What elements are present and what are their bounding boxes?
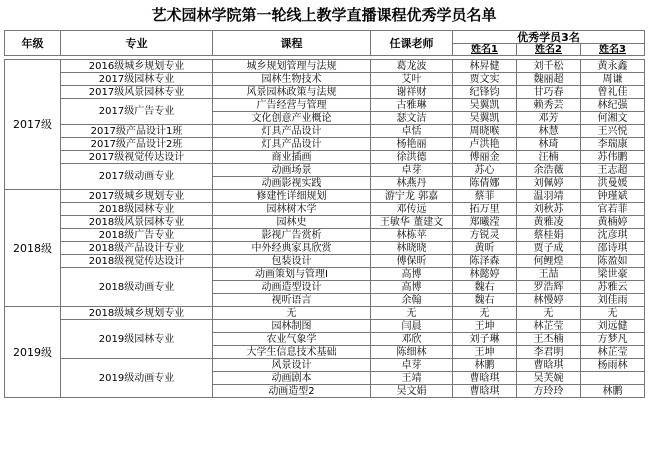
student-cell: 王坤 — [453, 346, 517, 359]
course-cell: 园林树木学 — [213, 203, 371, 216]
sheet-title: 艺术园林学院第一轮线上教学直播课程优秀学员名单 — [151, 6, 497, 24]
student-cell: 林慢婷 — [517, 294, 581, 307]
teacher-cell: 林燕丹 — [371, 177, 453, 190]
student-cell: 何鲤煌 — [517, 255, 581, 268]
table-row — [5, 242, 645, 255]
header-name2: 姓名2 — [517, 44, 581, 56]
header-year: 年级 — [5, 31, 61, 56]
teacher-cell: 古雅琳 — [371, 99, 453, 112]
student-cell: 吴翼凯 — [453, 99, 517, 112]
major-cell: 2016级城乡规划专业 — [61, 60, 213, 73]
student-cell: 刘子琳 — [453, 333, 517, 346]
course-cell: 园林史 — [213, 216, 371, 229]
student-cell: 刘千松 — [517, 60, 581, 73]
course-cell: 动画影视实践 — [213, 177, 371, 190]
header-name3: 姓名3 — [581, 44, 645, 56]
year-cell: 2018级 — [5, 190, 61, 307]
student-cell: 林慧 — [517, 125, 581, 138]
table-row — [5, 216, 645, 229]
course-cell: 中外经典家具欣赏 — [213, 242, 371, 255]
table-row — [5, 268, 645, 281]
major-cell: 2019级园林专业 — [61, 320, 213, 359]
student-cell: 无 — [453, 307, 517, 320]
teacher-cell: 葛龙波 — [371, 60, 453, 73]
student-cell: 吴翼凯 — [453, 112, 517, 125]
table-row — [5, 307, 645, 320]
course-cell: 风景园林政策与法规 — [213, 86, 371, 99]
major-cell: 2018级产品设计专业 — [61, 242, 213, 255]
year-cell: 2019级 — [5, 307, 61, 398]
student-cell: 王坤 — [453, 320, 517, 333]
major-cell: 2017级广告专业 — [61, 99, 213, 125]
table-row — [5, 151, 645, 164]
student-cell: 苏心 — [453, 164, 517, 177]
course-cell: 动画造型2 — [213, 385, 371, 398]
student-cell: 刘远健 — [581, 320, 645, 333]
student-cell: 贾文实 — [453, 73, 517, 86]
student-cell: 魏右 — [453, 294, 517, 307]
student-cell: 林琦 — [517, 138, 581, 151]
course-cell: 无 — [213, 307, 371, 320]
student-cell: 苏伟鹏 — [581, 151, 645, 164]
teacher-cell: 林晓晓 — [371, 242, 453, 255]
student-cell: 汪楠 — [517, 151, 581, 164]
student-cell: 洪曼媛 — [581, 177, 645, 190]
student-cell: 王丕楠 — [517, 333, 581, 346]
teacher-cell: 余翰 — [371, 294, 453, 307]
student-cell: 杨雨林 — [581, 359, 645, 372]
student-cell: 蔡菲 — [453, 190, 517, 203]
student-cell: 周谦 — [581, 73, 645, 86]
teacher-cell: 高博 — [371, 268, 453, 281]
table-row — [5, 164, 645, 177]
student-cell: 黄昕 — [453, 242, 517, 255]
teacher-cell: 卓芽 — [371, 359, 453, 372]
major-cell: 2018级风景园林专业 — [61, 216, 213, 229]
student-cell: 赖秀芸 — [517, 99, 581, 112]
table-row — [5, 60, 645, 73]
course-cell: 园林生物技术 — [213, 73, 371, 86]
course-cell: 灯具产品设计 — [213, 138, 371, 151]
course-cell: 广告经营与管理 — [213, 99, 371, 112]
major-cell: 2019级动画专业 — [61, 359, 213, 398]
teacher-cell: 林栋苹 — [371, 229, 453, 242]
table-row — [5, 73, 645, 86]
student-cell: 蔡桂娟 — [517, 229, 581, 242]
teacher-cell: 邓欣 — [371, 333, 453, 346]
student-cell: 沈彦琪 — [581, 229, 645, 242]
table-row — [5, 86, 645, 99]
student-cell: 曾礼佳 — [581, 86, 645, 99]
student-cell: 官若菲 — [581, 203, 645, 216]
major-cell: 2017级产品设计1班 — [61, 125, 213, 138]
student-cell: 黄雅凌 — [517, 216, 581, 229]
student-cell: 刘秋苏 — [517, 203, 581, 216]
student-cell: 林纪强 — [581, 99, 645, 112]
student-cell: 邓芳 — [517, 112, 581, 125]
header-name1: 姓名1 — [453, 44, 517, 56]
student-cell: 方锐灵 — [453, 229, 517, 242]
student-cell: 罗浩辉 — [517, 281, 581, 294]
student-cell: 王兴悦 — [581, 125, 645, 138]
student-cell: 周晓喉 — [453, 125, 517, 138]
table-row — [5, 255, 645, 268]
course-cell: 城乡规划管理与法规 — [213, 60, 371, 73]
student-cell: 卢洪艳 — [453, 138, 517, 151]
student-cell: 魏右 — [453, 281, 517, 294]
header-teacher: 任课老师 — [371, 31, 453, 56]
teacher-cell: 无 — [371, 307, 453, 320]
student-cell: 曹晗琪 — [453, 372, 517, 385]
student-cell: 林芷莹 — [517, 320, 581, 333]
teacher-cell: 谢祥财 — [371, 86, 453, 99]
teacher-cell: 卓恬 — [371, 125, 453, 138]
student-cell: 何湘文 — [581, 112, 645, 125]
student-cell: 贾子成 — [517, 242, 581, 255]
course-cell: 风景设计 — [213, 359, 371, 372]
table-header — [5, 31, 645, 56]
student-cell: 刘佳雨 — [581, 294, 645, 307]
student-cell: 李君明 — [517, 346, 581, 359]
major-cell: 2018级园林专业 — [61, 203, 213, 216]
major-cell: 2017级视觉传达设计 — [61, 151, 213, 164]
teacher-cell: 瑟文洁 — [371, 112, 453, 125]
header-excellent: 优秀学员3名 — [453, 31, 645, 44]
student-cell: 方梦凡 — [581, 333, 645, 346]
header-major: 专业 — [61, 31, 213, 56]
teacher-cell: 王靖 — [371, 372, 453, 385]
student-cell: 王喆 — [517, 268, 581, 281]
teacher-cell: 吴文娟 — [371, 385, 453, 398]
major-cell: 2017级风景园林专业 — [61, 86, 213, 99]
student-cell: 曹晗琪 — [517, 359, 581, 372]
student-cell: 王志超 — [581, 164, 645, 177]
student-cell: 林懿婷 — [453, 268, 517, 281]
table-row — [5, 229, 645, 242]
teacher-cell: 王敏华 董建文 — [371, 216, 453, 229]
student-cell: 李瑞康 — [581, 138, 645, 151]
student-cell: 黄永鑫 — [581, 60, 645, 73]
table-row — [5, 359, 645, 372]
course-cell: 影视广告赏析 — [213, 229, 371, 242]
student-cell: 刘佩婷 — [517, 177, 581, 190]
table-row — [5, 203, 645, 216]
student-cell: 吴芙婉 — [517, 372, 581, 385]
student-cell — [581, 372, 645, 385]
course-cell: 灯具产品设计 — [213, 125, 371, 138]
teacher-cell: 艾叶 — [371, 73, 453, 86]
teacher-cell: 邓传远 — [371, 203, 453, 216]
teacher-cell: 徐洪德 — [371, 151, 453, 164]
student-cell: 苏雅云 — [581, 281, 645, 294]
student-cell: 林鹏 — [453, 359, 517, 372]
course-cell: 修建性详细规划 — [213, 190, 371, 203]
student-cell: 陈泽森 — [453, 255, 517, 268]
student-cell: 曹晗琪 — [453, 385, 517, 398]
teacher-cell: 傅保昕 — [371, 255, 453, 268]
student-cell: 甘巧春 — [517, 86, 581, 99]
teacher-cell: 高博 — [371, 281, 453, 294]
course-cell: 动画造型设计 — [213, 281, 371, 294]
year-cell: 2017级 — [5, 60, 61, 190]
header-course: 课程 — [213, 31, 371, 56]
teacher-cell: 卓芽 — [371, 164, 453, 177]
student-cell: 纪锋钧 — [453, 86, 517, 99]
student-cell: 林昇健 — [453, 60, 517, 73]
major-cell: 2018级动画专业 — [61, 268, 213, 307]
major-cell: 2018级视觉传达设计 — [61, 255, 213, 268]
table-row — [5, 320, 645, 333]
major-cell: 2017级产品设计2班 — [61, 138, 213, 151]
student-cell: 魏丽超 — [517, 73, 581, 86]
major-cell: 2018级广告专业 — [61, 229, 213, 242]
course-cell: 商业插画 — [213, 151, 371, 164]
course-cell: 大学生信息技术基础 — [213, 346, 371, 359]
student-cell: 温羽靖 — [517, 190, 581, 203]
major-cell: 2017级园林专业 — [61, 73, 213, 86]
student-cell: 傅丽金 — [453, 151, 517, 164]
course-cell: 包装设计 — [213, 255, 371, 268]
course-cell: 园林制图 — [213, 320, 371, 333]
student-cell: 陈盈如 — [581, 255, 645, 268]
student-cell: 无 — [581, 307, 645, 320]
table-body — [5, 56, 645, 398]
course-cell: 动画剧本 — [213, 372, 371, 385]
teacher-cell: 杨艳丽 — [371, 138, 453, 151]
student-cell: 黄楠婷 — [581, 216, 645, 229]
course-cell: 视听语言 — [213, 294, 371, 307]
student-cell: 郑曦滢 — [453, 216, 517, 229]
teacher-cell: 闫晨 — [371, 320, 453, 333]
student-cell: 钟瑾斌 — [581, 190, 645, 203]
table-row — [5, 190, 645, 203]
table-row — [5, 138, 645, 151]
major-cell: 2018级城乡规划专业 — [61, 307, 213, 320]
student-cell: 余浩薇 — [517, 164, 581, 177]
student-cell: 方玲玲 — [517, 385, 581, 398]
student-cell: 林鹏 — [581, 385, 645, 398]
course-cell: 动画场景 — [213, 164, 371, 177]
student-cell: 无 — [517, 307, 581, 320]
teacher-cell: 游宁龙 郭嘉 — [371, 190, 453, 203]
table-row — [5, 125, 645, 138]
student-cell: 邵诗琪 — [581, 242, 645, 255]
honor-roll-table — [4, 30, 645, 398]
course-cell: 动画策划与管理I — [213, 268, 371, 281]
teacher-cell: 陈细林 — [371, 346, 453, 359]
student-cell: 梁世豪 — [581, 268, 645, 281]
student-cell: 陈倩娜 — [453, 177, 517, 190]
course-cell: 文化创意产业概论 — [213, 112, 371, 125]
student-cell: 林芷莹 — [581, 346, 645, 359]
table-row — [5, 99, 645, 112]
major-cell: 2017级动画专业 — [61, 164, 213, 190]
student-cell: 拓万里 — [453, 203, 517, 216]
course-cell: 农业气象学 — [213, 333, 371, 346]
major-cell: 2017级城乡规划专业 — [61, 190, 213, 203]
